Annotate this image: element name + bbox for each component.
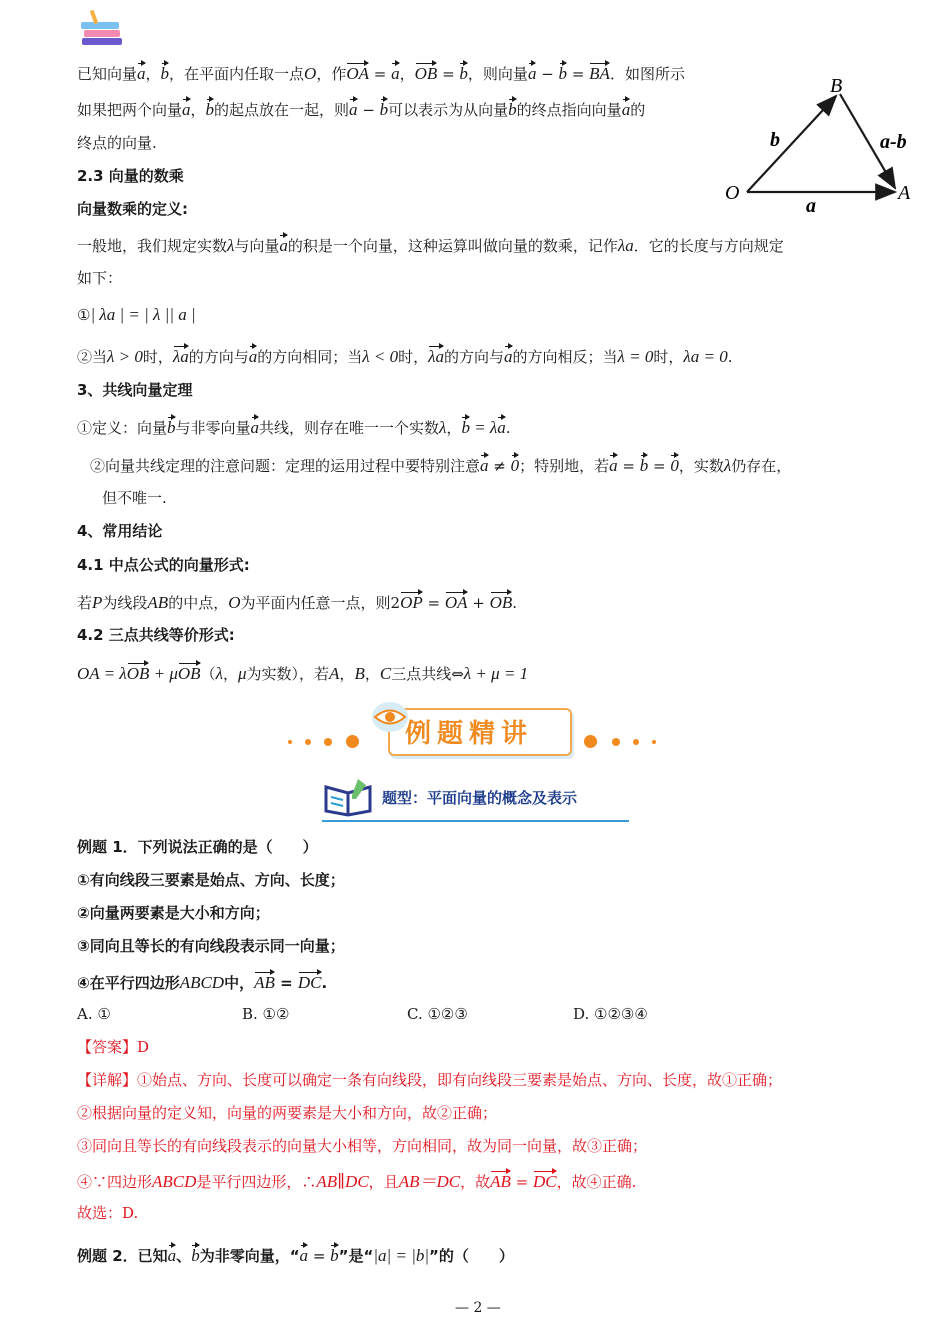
- example1-question: 例题 1．下列说法正确的是（ ）: [77, 838, 318, 856]
- example1-final: 故选：D.: [77, 1204, 139, 1222]
- subtraction-line-1: 已知向量a，b，在平面内任取一点O，作OA = a，OB = b，则向量a − b = BA．如图所示: [77, 60, 685, 84]
- topic-underline: [322, 820, 629, 822]
- scalar-rule-1: ①| λa | = | λ || a |: [77, 305, 196, 324]
- midpoint-title: 4.1 中点公式的向量形式:: [77, 556, 250, 574]
- banner-title: 例题精讲: [405, 719, 534, 749]
- eye-icon: [370, 700, 410, 738]
- side-b-label: b: [770, 129, 780, 151]
- banner-dot: [288, 740, 292, 744]
- three-points-title: 4.2 三点共线等价形式:: [77, 626, 235, 644]
- collinear-note-2: 但不唯一.: [102, 489, 167, 507]
- collinear-note-1: ②向量共线定理的注意问题：定理的运用过程中要特别注意a ≠ 0；特别地，若a = b = 0，实数λ仍存在，: [90, 452, 791, 476]
- example1-detail-1: 【详解】①始点、方向、长度可以确定一条有向线段，即有向线段三要素是始点、方向、长度，故①正确；: [77, 1071, 783, 1089]
- example1-statement-1: ①有向线段三要素是始点、方向、长度；: [77, 871, 345, 889]
- option-a[interactable]: A. ①: [77, 1005, 111, 1023]
- open-book-icon: [322, 777, 374, 821]
- page-number: — 2 —: [455, 1300, 501, 1316]
- example1-detail-2: ②根据向量的定义知，向量的两要素是大小和方向，故②正确；: [77, 1104, 498, 1122]
- vector-b-line: [747, 96, 836, 192]
- banner-dot: [305, 739, 311, 745]
- example1-answer: 【答案】D: [77, 1038, 150, 1056]
- point-O-label: O: [725, 182, 740, 204]
- banner-dot: [584, 735, 597, 748]
- side-amb-label: a-b: [880, 131, 907, 153]
- example1-statement-2: ②向量两要素是大小和方向；: [77, 904, 270, 922]
- point-A-label: A: [898, 182, 911, 204]
- example1-detail-4: ④∵四边形ABCD是平行四边形，∴AB∥DC，且AB＝DC，故AB = DC，故④正确.: [77, 1168, 636, 1192]
- banner-dot: [633, 739, 639, 745]
- vector-triangle-figure: [720, 72, 920, 214]
- example2-question: 例题 2．已知a、b为非零向量，“a = b”是“|a| = |b|”的（ ）: [77, 1242, 514, 1266]
- three-points-line: OA = λOB + μOB（λ，μ为实数），若A，B，C三点共线⇔λ + μ = 1: [77, 660, 528, 684]
- example1-statement-3: ③同向且等长的有向线段表示同一向量；: [77, 937, 345, 955]
- banner-dot: [324, 738, 332, 746]
- example1-detail-3: ③同向且等长的有向线段表示的向量大小相等，方向相同，故为同一向量，故③正确；: [77, 1137, 648, 1155]
- topic-label: 题型：平面向量的概念及表示: [382, 789, 578, 807]
- subtraction-line-2: 如果把两个向量a，b的起点放在一起，则a − b可以表示为从向量b的终点指向向量a的: [77, 96, 645, 120]
- heading-collinear: 3、共线向量定理: [77, 381, 193, 399]
- example1-statement-4: ④在平行四边形ABCD中，AB = DC.: [77, 969, 327, 993]
- scalar-def-line-1: 一般地，我们规定实数λ与向量a的积是一个向量，这种运算叫做向量的数乘，记作λa．它的长度与方向规定: [77, 232, 784, 256]
- option-c[interactable]: C. ①②③: [407, 1005, 468, 1023]
- books-stack-icon: [78, 8, 126, 48]
- option-b[interactable]: B. ①②: [242, 1005, 290, 1023]
- example1-options: [77, 1004, 777, 1024]
- point-B-label: B: [830, 75, 843, 97]
- banner-dot: [346, 735, 359, 748]
- heading-conclusions: 4、常用结论: [77, 522, 163, 540]
- option-d[interactable]: D. ①②③④: [573, 1005, 648, 1023]
- subtraction-line-3: 终点的向量.: [77, 134, 157, 152]
- heading-scalar: 2.3 向量的数乘: [77, 167, 184, 185]
- side-a-label: a: [806, 195, 816, 214]
- midpoint-line: 若P为线段AB的中点，O为平面内任意一点，则2OP = OA + OB.: [77, 589, 517, 613]
- banner-dot: [652, 740, 656, 744]
- banner-dot: [612, 738, 620, 746]
- scalar-rule-2: ②当λ > 0时，λa的方向与a的方向相同；当λ < 0时，λa的方向与a的方向相反；当λ = 0时，λa = 0.: [77, 343, 733, 367]
- scalar-def-title: 向量数乘的定义:: [77, 200, 188, 218]
- collinear-def: ①定义：向量b与非零向量a共线，则存在唯一一个实数λ，b = λa.: [77, 414, 511, 438]
- scalar-def-line-2: 如下：: [77, 269, 123, 287]
